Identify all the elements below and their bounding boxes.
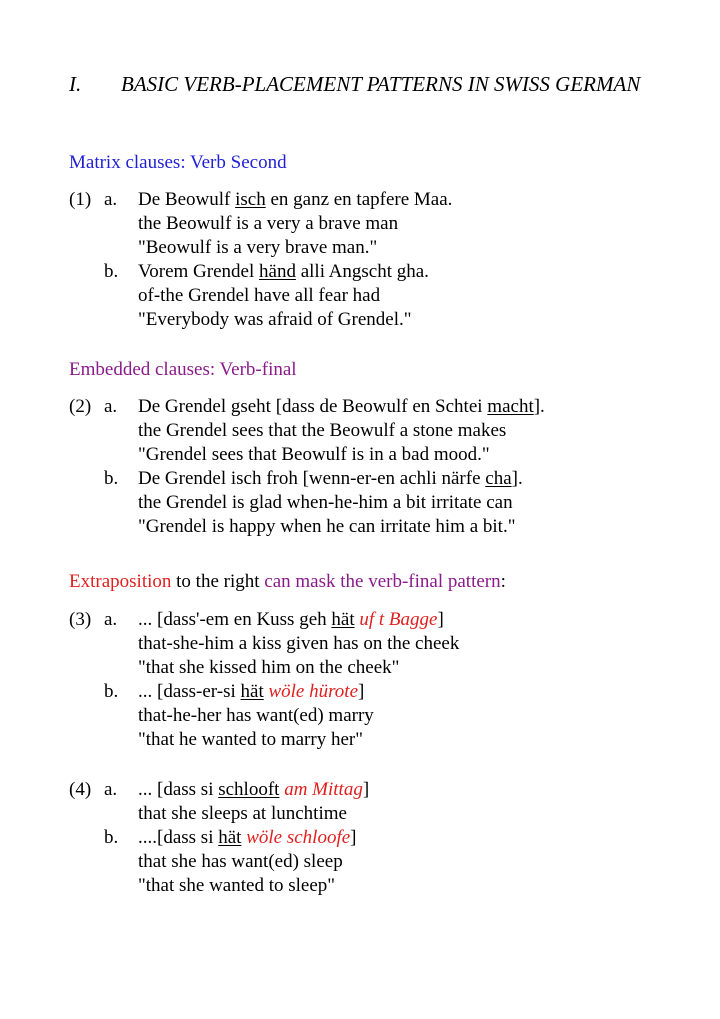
- swiss-german-line: ....[dass si hät wöle schloofe]: [138, 827, 357, 848]
- swiss-german-line: ... [dass-er-si hät wöle hürote]: [138, 681, 365, 702]
- extraposed-phrase: wöle hürote: [268, 681, 359, 702]
- gloss-line: that she sleeps at lunchtime: [138, 803, 347, 824]
- translation-line: "Grendel sees that Beowulf is in a bad mood.": [138, 444, 490, 465]
- translation-line: "that she kissed him on the cheek": [138, 657, 400, 678]
- verb: hät: [218, 827, 242, 848]
- example-number: (1): [69, 189, 92, 210]
- gloss-line: that-she-him a kiss given has on the cheek: [138, 633, 460, 654]
- translation-line: "Grendel is happy when he can irritate him a bit.": [138, 516, 516, 537]
- verb: macht: [487, 396, 534, 417]
- verb: isch: [235, 189, 266, 210]
- example-number: (2): [69, 396, 92, 417]
- extraposed-phrase: am Mittag: [284, 779, 363, 800]
- heading-title: BASIC VERB-PLACEMENT PATTERNS IN SWISS GERMAN: [121, 72, 641, 96]
- extraposed-phrase: wöle schloofe: [246, 827, 351, 848]
- extraposition-term: Extraposition: [69, 571, 172, 592]
- extraposition-title: Extraposition to the right can mask the verb-final pattern:: [69, 571, 506, 592]
- heading-number: I.: [69, 72, 82, 96]
- swiss-german-line: ... [dass si schlooft am Mittag]: [138, 779, 370, 800]
- gloss-line: of-the Grendel have all fear had: [138, 285, 381, 306]
- translation-line: "Everybody was afraid of Grendel.": [138, 309, 412, 330]
- swiss-german-line: De Beowulf isch en ganz en tapfere Maa.: [138, 189, 453, 210]
- swiss-german-line: De Grendel isch froh [wenn-er-en achli närfe cha].: [138, 468, 523, 489]
- translation-line: "Beowulf is a very brave man.": [138, 237, 378, 258]
- verb: hät: [331, 609, 355, 630]
- verb: cha: [485, 468, 512, 489]
- verb-final-mask-phrase: can mask the verb-final pattern: [264, 571, 501, 592]
- sub-label: b.: [104, 681, 119, 702]
- example-number: (3): [69, 609, 92, 630]
- sub-label: a.: [104, 779, 118, 800]
- translation-line: "that she wanted to sleep": [138, 875, 336, 896]
- sub-label: b.: [104, 261, 119, 282]
- sub-label: a.: [104, 396, 118, 417]
- sub-label: b.: [104, 468, 119, 489]
- gloss-line: the Grendel is glad when-he-him a bit irritate can: [138, 492, 513, 513]
- translation-line: "that he wanted to marry her": [138, 729, 363, 750]
- verb: hät: [240, 681, 264, 702]
- gloss-line: the Beowulf is a very a brave man: [138, 213, 399, 234]
- verb: händ: [259, 261, 296, 282]
- gloss-line: that-he-her has want(ed) marry: [138, 705, 374, 726]
- gloss-line: that she has want(ed) sleep: [138, 851, 343, 872]
- gloss-line: the Grendel sees that the Beowulf a stone makes: [138, 420, 507, 441]
- swiss-german-line: De Grendel gseht [dass de Beowulf en Schtei macht].: [138, 396, 545, 417]
- sub-label: b.: [104, 827, 119, 848]
- matrix-clauses-title: Matrix clauses: Verb Second: [69, 152, 287, 173]
- embedded-clauses-title: Embedded clauses: Verb-final: [69, 359, 297, 380]
- example-number: (4): [69, 779, 92, 800]
- sub-label: a.: [104, 189, 118, 210]
- swiss-german-line: ... [dass'-em en Kuss geh hät uf t Bagge]: [138, 609, 444, 630]
- verb: schlooft: [218, 779, 280, 800]
- swiss-german-line: Vorem Grendel händ alli Angscht gha.: [138, 261, 429, 282]
- extraposed-phrase: uf t Bagge: [359, 609, 438, 630]
- sub-label: a.: [104, 609, 118, 630]
